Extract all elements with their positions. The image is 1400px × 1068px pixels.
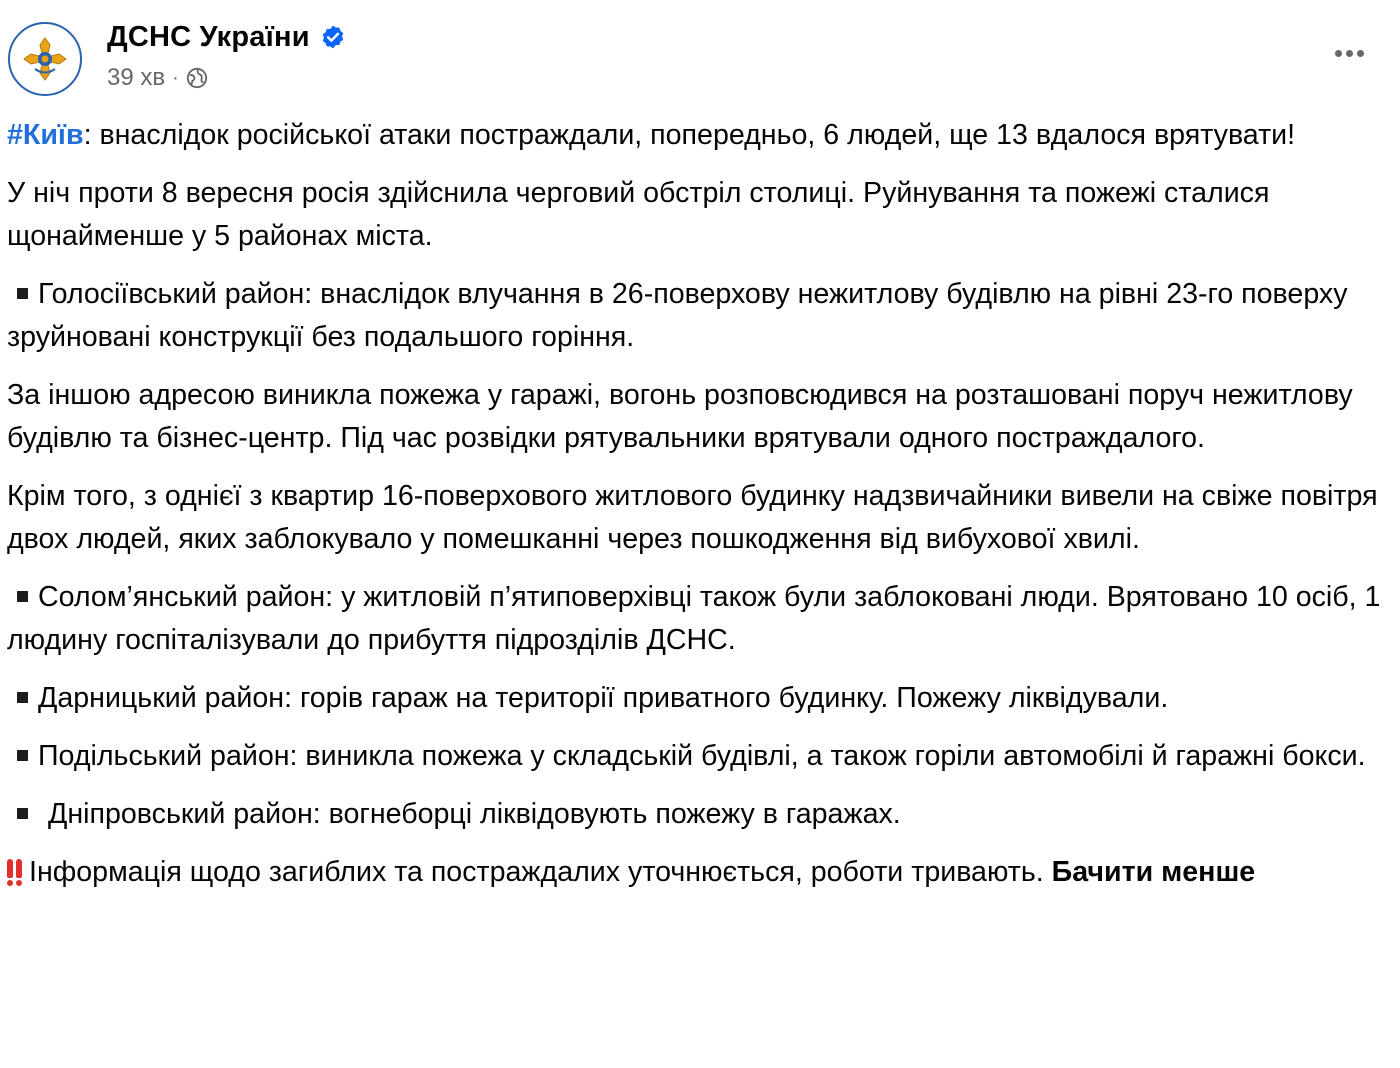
district-podilskyi-text: Подільський район: виникла пожежа у складській будівлі, а також горіли автомобілі й гаражні бокси.: [38, 740, 1366, 772]
page-avatar[interactable]: [8, 22, 82, 96]
see-less-button[interactable]: Бачити менше: [1051, 856, 1256, 888]
post-paragraph-7: [7, 677, 1392, 720]
more-options-dot: [1346, 50, 1353, 57]
black-square-icon: [17, 808, 28, 819]
post-body: [7, 114, 1392, 909]
info-update-text: Інформація щодо загиблих та постраждалих уточнюється, роботи тривають.: [29, 856, 1044, 888]
dsns-emblem-icon: [22, 36, 68, 82]
verified-badge-icon: [320, 24, 346, 50]
district-solomianskyi-text: Солом’янський район: у житловій п’ятиповерхівці також були заблоковані люди. Врятовано 10 осіб, 1 людину госпіталізували до прибуття підрозділів ДСНС.: [7, 581, 1381, 656]
post-paragraph-10: [7, 851, 1392, 894]
post-meta: [107, 62, 208, 94]
post-paragraph-2: У ніч проти 8 вересня росія здійснила черговий обстріл столиці. Руйнування та пожежі сталися щонайменше у 5 районах міста.: [7, 177, 1270, 252]
post-paragraph-4: За іншою адресою виникла пожежа у гаражі, вогонь розповсюдився на розташовані поруч нежитлову будівлю та бізнес-центр. Під час розвідки рятувальники врятували одного постраждалого.: [7, 379, 1353, 454]
black-square-icon: [17, 692, 28, 703]
district-darnytskyi-text: Дарницький район: горів гараж на території приватного будинку. Пожежу ліквідували.: [38, 682, 1169, 714]
district-dniprovskyi-text: Дніпровський район: вогнеборці ліквідовують пожежу в гаражах.: [48, 798, 901, 830]
post-paragraph-1: [7, 114, 1392, 157]
post-timestamp[interactable]: 39 хв: [107, 64, 166, 91]
meta-separator: ·: [172, 66, 179, 89]
more-options-dot: [1357, 50, 1364, 57]
post-paragraph-9: [7, 793, 1392, 836]
black-square-icon: [17, 288, 28, 299]
more-options-dot: [1335, 50, 1342, 57]
district-holosiivskyi-text: Голосіївський район: внаслідок влучання в 26-поверхову нежитлову будівлю на рівні 23-го поверху зруйновані конструкції без подальшого горіння.: [7, 278, 1348, 353]
post-intro-text: : внаслідок російської атаки постраждали, попередньо, 6 людей, ще 13 вдалося врятувати!: [83, 119, 1296, 151]
post-header: [0, 0, 1400, 110]
author-name[interactable]: ДСНС України: [107, 20, 310, 53]
post-paragraph-6: [7, 576, 1392, 662]
author-row: [107, 17, 346, 57]
black-square-icon: [17, 591, 28, 602]
post-paragraph-3: [7, 273, 1392, 359]
globe-icon[interactable]: [186, 67, 208, 89]
more-options-button[interactable]: [1328, 38, 1370, 68]
hashtag-link[interactable]: #Київ: [7, 119, 84, 151]
post-paragraph-8: [7, 735, 1392, 778]
post-paragraph-5: Крім того, з однієї з квартир 16-поверхового житлового будинку надзвичайники вивели на свіже повітря двох людей, яких заблокувало у помешканні через пошкодження від вибухової хвилі.: [7, 480, 1378, 555]
double-exclamation-icon: [7, 859, 25, 885]
black-square-icon: [17, 750, 28, 761]
